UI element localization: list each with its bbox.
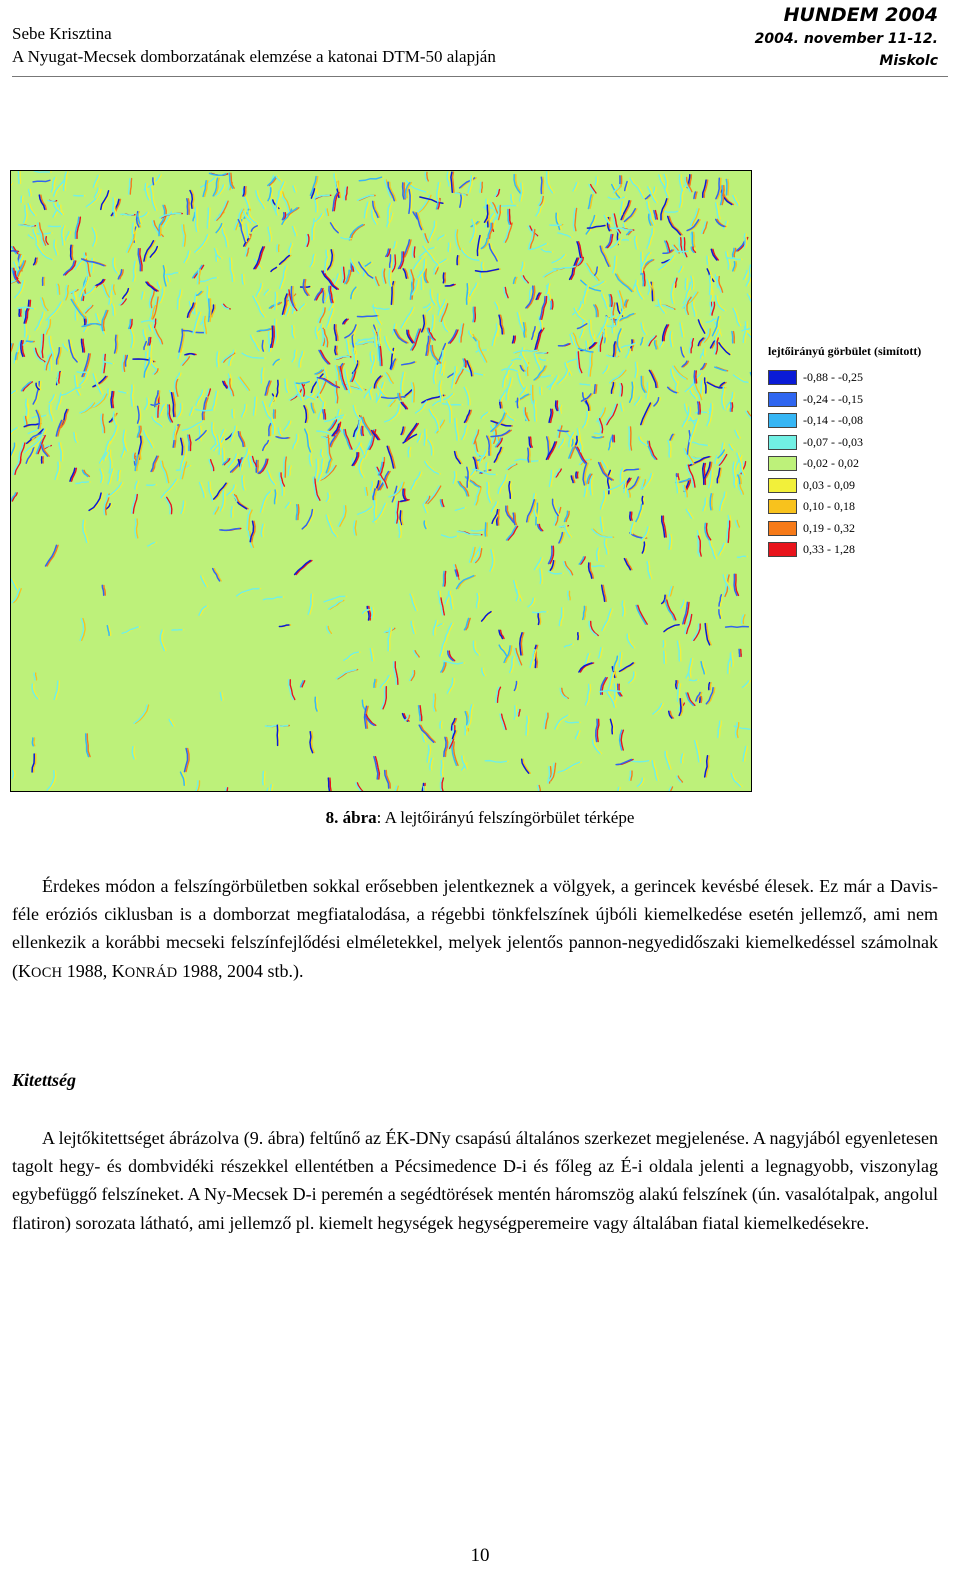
figure-caption-label: 8. ábra (325, 808, 377, 827)
legend-swatch (768, 521, 797, 536)
running-header-left (12, 22, 496, 68)
citation-koch: K (18, 960, 31, 981)
paragraph-curvature (12, 872, 938, 987)
citation-konrad-smallcaps: ONRÁD (124, 964, 178, 981)
legend-label: 0,19 - 0,32 (803, 520, 855, 535)
legend-swatch (768, 370, 797, 385)
legend-swatch (768, 413, 797, 428)
section-heading: Kitettség (12, 1070, 76, 1090)
legend-label: -0,02 - 0,02 (803, 456, 859, 471)
legend-title: lejtőirányú görbület (simított) (768, 344, 922, 358)
citation-year: 1988, (62, 960, 112, 981)
legend-label: -0,14 - -0,08 (803, 413, 863, 428)
legend-label: -0,24 - -0,15 (803, 391, 863, 406)
citation-konrad: K (111, 960, 125, 981)
paragraph-exposure (12, 1124, 938, 1237)
legend-item (768, 367, 921, 389)
legend-label: 0,03 - 0,09 (803, 477, 855, 492)
header-title: A Nyugat-Mecsek domborzatának elemzése a katonai DTM-50 alapján (12, 47, 496, 66)
legend-item (768, 432, 921, 454)
legend-label: 0,10 - 0,18 (803, 499, 855, 514)
header-author: Sebe Krisztina (12, 24, 112, 43)
paragraph-text: A lejtőkitettséget ábrázolva (9. ábra) feltűnő az ÉK-DNy csapású általános szerkezet megjelenése. A nagyjából egyenletesen tagolt hegy- és dombvidéki részekkel ellentétben a Pécsimedence D-i és főleg az É-i oldala jelenti a legnagyobb, viszonylag egybefüggő felszíneket. A Ny-Mecsek D-i peremén a segédtörések mentén háromszög alakú felszínek (ún. vasalótalpak, angolul flatiron) sorozata látható, ami jellemző pl. kiemelt hegységek hegységperemeire vagy általában fiatal kiemelkedésekre. (12, 1128, 938, 1233)
curvature-map-graphic (11, 171, 751, 791)
legend-item (768, 496, 921, 518)
legend-swatch (768, 478, 797, 493)
legend-label: -0,88 - -0,25 (803, 370, 863, 385)
header-event: HUNDEM 2004 (783, 4, 938, 26)
citation-koch-smallcaps: OCH (31, 964, 63, 981)
legend-item (768, 453, 921, 475)
legend-swatch (768, 542, 797, 557)
figure-caption (0, 808, 960, 828)
legend-item (768, 539, 921, 561)
running-header-right (755, 2, 938, 72)
legend-swatch (768, 435, 797, 450)
map-legend (768, 344, 921, 561)
header-date: 2004. november 11-12. (754, 31, 938, 47)
figure-caption-text: : A lejtőirányú felszíngörbület térképe (376, 808, 635, 827)
curvature-map (10, 170, 752, 792)
legend-swatch (768, 456, 797, 471)
legend-label: -0,07 - -0,03 (803, 434, 863, 449)
legend-item (768, 518, 921, 540)
header-place: Miskolc (879, 53, 938, 69)
legend-swatch (768, 499, 797, 514)
legend-swatch (768, 392, 797, 407)
header-divider (12, 76, 948, 77)
citation-tail: 1988, 2004 stb.). (177, 960, 304, 981)
legend-item (768, 389, 921, 411)
paragraph-text: Érdekes módon a felszíngörbületben sokkal erősebben jelentkeznek a völgyek, a gerincek kevésbé élesek. Ez már a Davis-féle eróziós ciklusban is a domborzat megfiatalodása, a régebbi tönkfelszínek újbóli kiemelkedése esetén jellemző, ami nem ellenkezik a korábbi mecseki felszínfejlődési elméletekkel, melyek jelentős pannon-negyedidőszaki kiemelkedéssel számolnak ( (12, 876, 938, 981)
legend-label: 0,33 - 1,28 (803, 542, 855, 557)
page-number: 10 (470, 1545, 490, 1566)
legend-item (768, 410, 921, 432)
legend-item (768, 475, 921, 497)
